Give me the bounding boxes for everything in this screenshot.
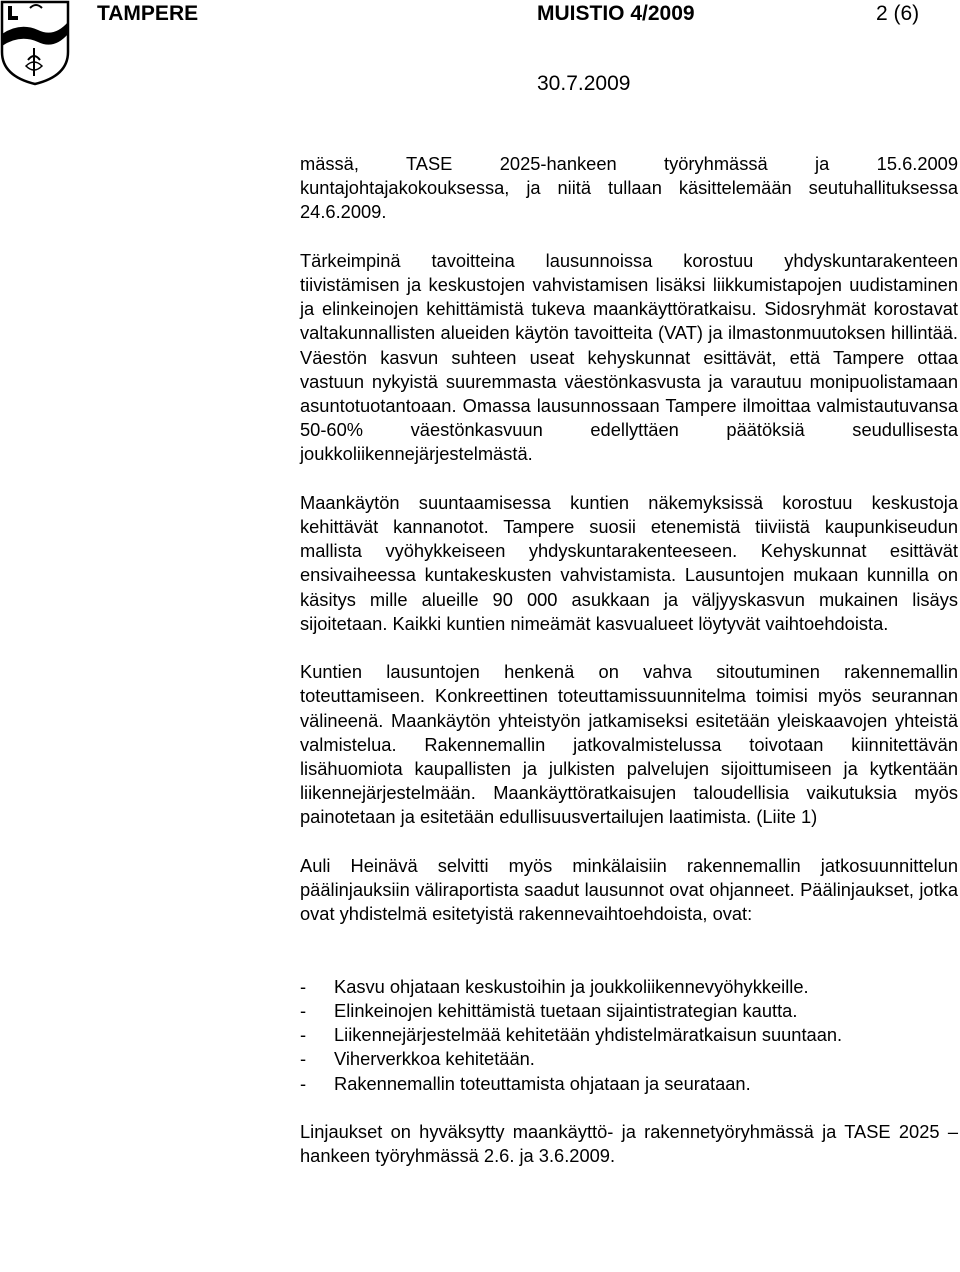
bullet-list <box>300 975 958 1096</box>
organization-name: TAMPERE <box>97 2 199 25</box>
spacer <box>300 951 958 975</box>
paragraph: mässä, TASE 2025-hankeen työryhmässä ja 15.6.2009 kuntajohtajakokouksessa, ja niitä tullaan käsittelemään seutuhallituksessa 24.6.2009. <box>300 153 958 223</box>
dash-marker: - <box>300 1024 307 1046</box>
dash-marker: - <box>300 975 307 997</box>
document-date: 30.7.2009 <box>537 72 631 95</box>
list-item-text: Viherverkkoa kehitetään. <box>334 1048 535 1070</box>
list-item-text: Elinkeinojen kehittämistä tuetaan sijaintistrategian kautta. <box>334 1000 798 1022</box>
paragraph: Maankäytön suuntaamisessa kuntien näkemyksissä korostuu keskustoja kehittävät kannanotot. Tampere suosii etenemistä tiiviistä kaupunkiseudun mallista vyöhykkeiseen yhdyskuntarakenteeseen. Kehyskunnat esittävät ensivaiheessa kuntakeskusten vahvistamista. Lausuntojen mukaan kunnilla on käsitys mille alueille 90 000 asukkaan ja väljyyskasvun mukainen lisäys sijoitetaan. Kaikki kuntien nimeämät kasvualueet löytyvät vaihtoehdoista. <box>300 491 958 634</box>
page-number: 2 (6) <box>876 2 920 25</box>
paragraph: Kuntien lausuntojen henkenä on vahva sitoutuminen rakennemallin toteuttamiseen. Konkreettinen toteuttamissuunnitelma toimisi myös seurannan välineenä. Maankäytön yhteistyön jatkamiseksi esitetään yleiskaavojen yhteistä valmistelua. Rakennemallin jatkovalmistelussa toivotaan kiinnitettävän lisähuomiota kaupallisten ja julkisten palvelujen sijoittumiseen ja kytkentään liikennejärjestelmään. Maankäyttöratkaisujen taloudellisia vaikutuksia myös painotetaan ja esitetään edullisuusvertailujen laatimista. (Liite 1) <box>300 661 958 828</box>
list-item <box>300 1072 958 1096</box>
document-title: MUISTIO 4/2009 <box>537 2 695 25</box>
list-item <box>300 1047 958 1071</box>
tampere-coat-of-arms <box>0 0 70 86</box>
memo-body <box>300 152 958 1168</box>
paragraph: Auli Heinävä selvitti myös minkälaisiin rakennemallin jatkosuunnittelun päälinjauksiin väliraportista saadut lausunnot ovat ohjanneet. Päälinjaukset, jotka ovat yhdistelmä esitetyistä rakennevaihtoehdoista, ovat: <box>300 854 958 925</box>
paragraph: Linjaukset on hyväksytty maankäyttö- ja rakennetyöryhmässä ja TASE 2025 –hankeen työryhmässä 2.6. ja 3.6.2009. <box>300 1121 958 1167</box>
list-item-text: Kasvu ohjataan keskustoihin ja joukkoliikennevyöhykkeille. <box>334 975 809 997</box>
list-item-text: Liikennejärjestelmää kehitetään yhdistelmäratkaisun suuntaan. <box>334 1024 843 1046</box>
list-item <box>300 975 958 999</box>
list-item-text: Rakennemallin toteuttamista ohjataan ja seurataan. <box>334 1072 751 1094</box>
paragraph: Tärkeimpinä tavoitteina lausunnoissa korostuu yhdyskuntarakenteen tiivistämisen ja keskustojen vahvistamisen lisäksi liikkumistapojen uudistaminen ja elinkeinojen kehittämistä tukeva maankäyttöratkaisu. Sidosryhmät korostavat valtakunnallisten alueiden käytön tavoitteita (VAT) ja ilmastonmuutoksen hillintää. Väestön kasvun suhteen useat kehyskunnat esittävät, että Tampere ottaa vastuun nykyistä suuremmasta väestönkasvusta ja varautuu monipuolistamaan asuntotuotantoaan. Omassa lausunnossaan Tampere ilmoittaa valmistautuvansa 50-60% väestönkasvuun edellyttäen päätöksiä seudullisesta joukkoliikennejärjestelmästä. <box>300 249 958 465</box>
dash-marker: - <box>300 1000 307 1022</box>
dash-marker: - <box>300 1072 307 1094</box>
dash-marker: - <box>300 1048 307 1070</box>
list-item <box>300 1023 958 1047</box>
list-item <box>300 999 958 1023</box>
